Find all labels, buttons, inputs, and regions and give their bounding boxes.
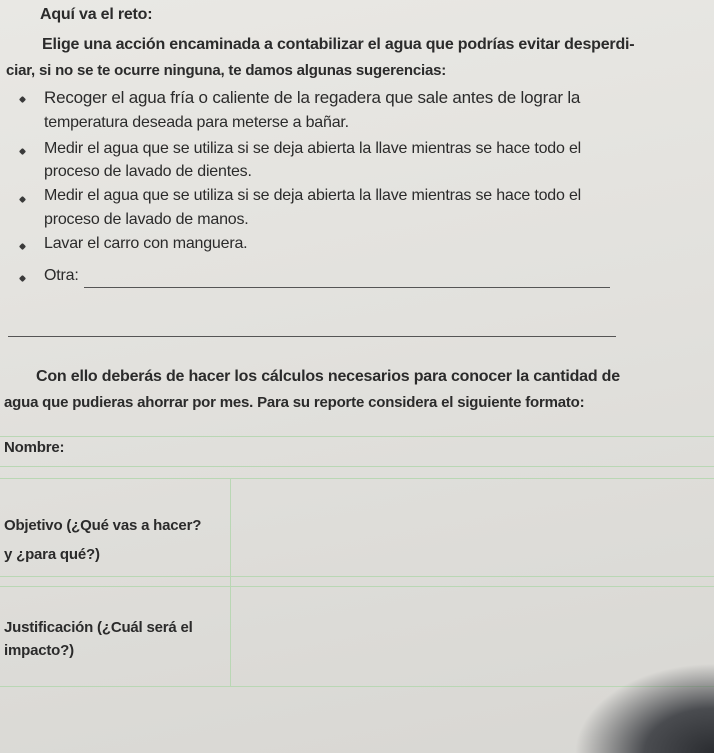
table-row-divider (0, 576, 714, 577)
justification-label-line-2: impacto?) (4, 642, 74, 659)
name-label: Nombre: (4, 439, 65, 456)
objective-label-line-2: y ¿para qué?) (4, 546, 100, 563)
answer-line[interactable] (8, 336, 616, 337)
table-row-divider (0, 586, 714, 587)
closing-line-2: agua que pudieras ahorrar por mes. Para su reporte considera el siguiente formato: (4, 394, 585, 411)
suggestion-1-line-1: Recoger el agua fría o caliente de la regadera que sale antes de lograr la (44, 88, 581, 107)
intro-line-2: ciar, si no se te ocurre ninguna, te damos algunas sugerencias: (6, 62, 447, 79)
page-shadow (574, 663, 714, 753)
suggestion-2-line-2: proceso de lavado de dientes. (44, 163, 252, 180)
other-label: Otra: (44, 267, 79, 284)
table-row-divider (0, 466, 714, 467)
challenge-heading: Aquí va el reto: (40, 6, 153, 23)
justification-label-line-1: Justificación (¿Cuál será el (4, 619, 193, 636)
bullet-icon (19, 275, 26, 282)
bullet-icon (19, 96, 26, 103)
bullet-icon (19, 148, 26, 155)
table-row-divider (0, 478, 714, 479)
suggestion-3-line-1: Medir el agua que se utiliza si se deja abierta la llave mientras se hace todo el (44, 187, 582, 204)
suggestion-2-line-1: Medir el agua que se utiliza si se deja abierta la llave mientras se hace todo el (44, 140, 582, 157)
suggestion-3-line-2: proceso de lavado de manos. (44, 211, 249, 228)
bullet-icon (19, 196, 26, 203)
closing-line-1: Con ello deberás de hacer los cálculos necesarios para conocer la cantidad de (36, 368, 620, 385)
other-answer-line[interactable] (84, 287, 610, 288)
bullet-icon (19, 243, 26, 250)
intro-line-1: Elige una acción encaminada a contabilizar el agua que podrías evitar desperdi- (42, 36, 635, 53)
table-column-divider (230, 478, 231, 686)
report-format-table (0, 436, 714, 686)
name-field[interactable] (236, 436, 706, 466)
suggestion-4-line-1: Lavar el carro con manguera. (44, 235, 248, 252)
suggestion-1-line-2: temperatura deseada para meterse a bañar. (44, 114, 349, 131)
objective-field[interactable] (236, 480, 706, 574)
objective-label-line-1: Objetivo (¿Qué vas a hacer? (4, 517, 202, 534)
